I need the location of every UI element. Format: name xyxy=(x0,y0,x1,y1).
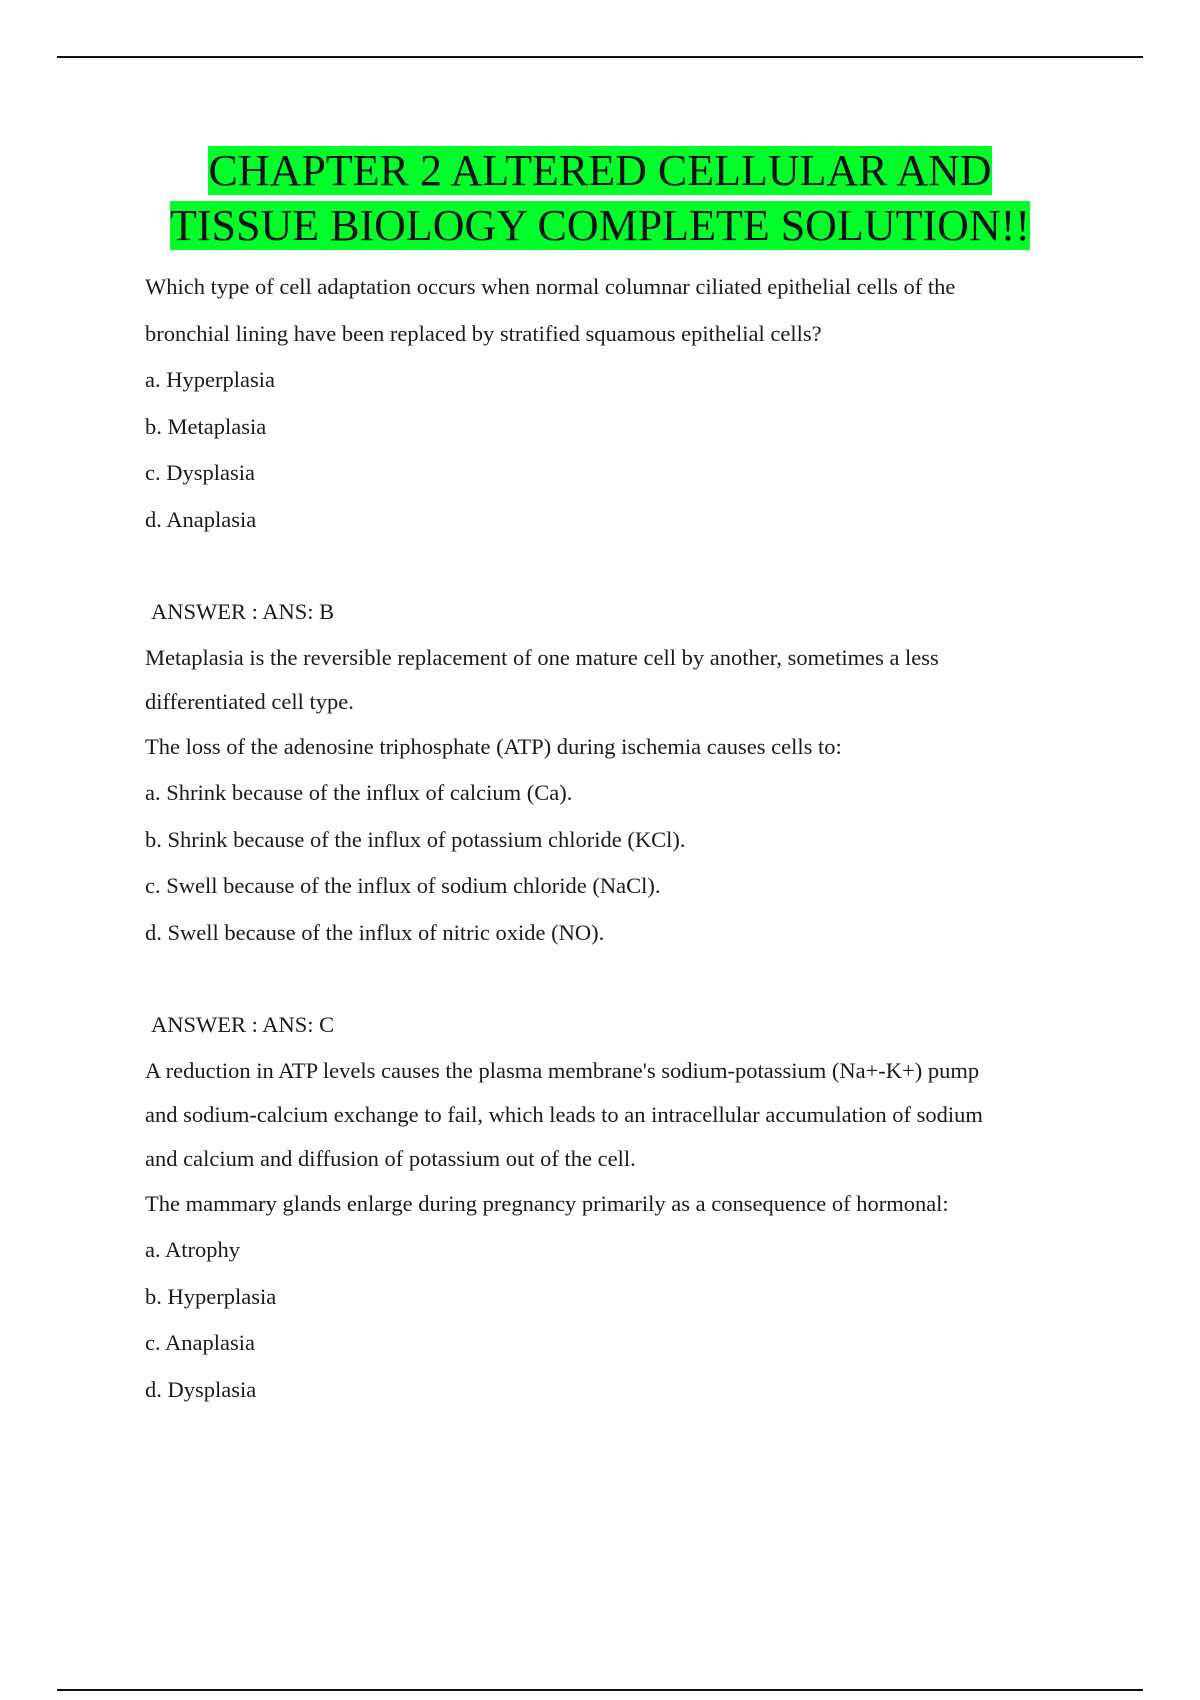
option-b: b. Hyperplasia xyxy=(145,1283,277,1309)
question-1 xyxy=(145,264,1085,724)
rationale-line: A reduction in ATP levels causes the plasma membrane's sodium-potassium (Na+-K+) pump xyxy=(145,1057,980,1083)
option-d: d. Dysplasia xyxy=(145,1376,257,1402)
option-c: c. Swell because of the influx of sodium chloride (NaCl). xyxy=(145,873,661,898)
option-c: c. Dysplasia xyxy=(145,460,255,485)
spacer xyxy=(145,543,1085,589)
option-a: a. Hyperplasia xyxy=(145,367,275,392)
question-stem-line: bronchial lining have been replaced by stratified squamous epithelial cells? xyxy=(145,320,822,346)
option-b: b. Metaplasia xyxy=(145,413,267,439)
option-d: d. Swell because of the influx of nitric oxide (NO). xyxy=(145,919,605,945)
option-a: a. Shrink because of the influx of calcium (Ca). xyxy=(145,780,573,805)
question-stem: The loss of the adenosine triphosphate (ATP) during ischemia causes cells to: xyxy=(145,733,842,759)
spacer xyxy=(145,956,1085,1002)
option-d: d. Anaplasia xyxy=(145,506,257,532)
question-stem-line: Which type of cell adaptation occurs when normal columnar ciliated epithelial cells of the xyxy=(145,274,956,299)
rationale-line: Metaplasia is the reversible replacement of one mature cell by another, sometimes a less xyxy=(145,644,939,670)
option-a: a. Atrophy xyxy=(145,1237,240,1262)
title-line-2: TISSUE BIOLOGY COMPLETE SOLUTION!! xyxy=(170,201,1030,250)
question-2 xyxy=(145,724,1085,1181)
header-rule xyxy=(57,56,1143,58)
page-title xyxy=(0,143,1200,253)
title-line-1: CHAPTER 2 ALTERED CELLULAR AND xyxy=(208,146,992,195)
question-3 xyxy=(145,1181,1085,1414)
answer-label: ANSWER : ANS: B xyxy=(151,599,335,624)
option-c: c. Anaplasia xyxy=(145,1330,255,1355)
rationale-line: differentiated cell type. xyxy=(145,688,354,714)
document-body xyxy=(145,264,1085,1413)
option-b: b. Shrink because of the influx of potassium chloride (KCl). xyxy=(145,826,686,852)
footer-rule xyxy=(57,1689,1143,1691)
question-stem: The mammary glands enlarge during pregnancy primarily as a consequence of hormonal: xyxy=(145,1190,949,1216)
rationale-line: and sodium-calcium exchange to fail, which leads to an intracellular accumulation of sodium xyxy=(145,1101,983,1127)
rationale-line: and calcium and diffusion of potassium out of the cell. xyxy=(145,1145,636,1171)
answer-label: ANSWER : ANS: C xyxy=(151,1012,335,1037)
